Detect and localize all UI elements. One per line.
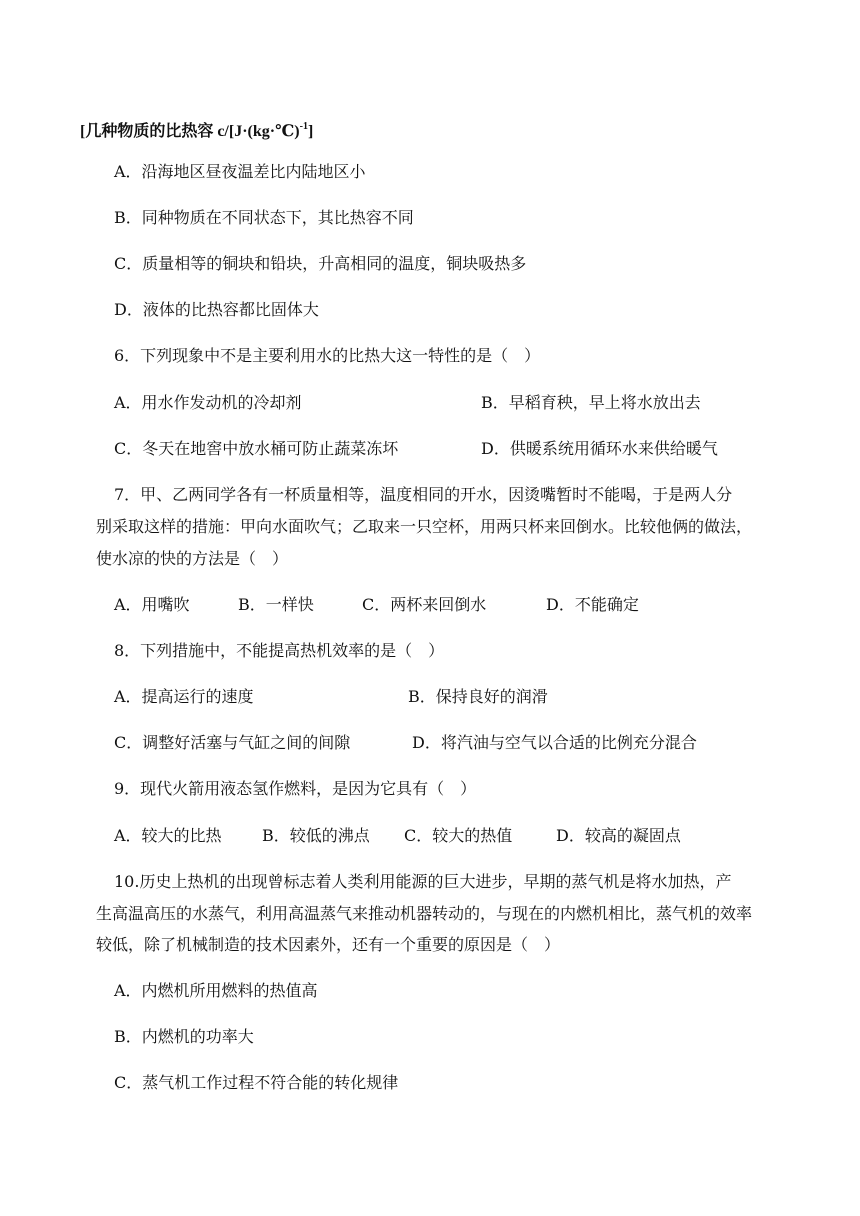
table-caption-close: ] — [307, 123, 314, 140]
q7-option-a: A．用嘴吹 — [114, 595, 190, 614]
q6-option-a: A．用水作发动机的冷却剂 — [114, 393, 302, 412]
q7-option-d: D．不能确定 — [546, 595, 639, 614]
q8-stem: 8．下列措施中，不能提高热机效率的是（ ） — [114, 641, 445, 660]
q8-option-a: A．提高运行的速度 — [114, 687, 254, 706]
q6-stem: 6．下列现象中不是主要利用水的比热大这一特性的是（ ） — [114, 346, 541, 365]
q10-option-a: A．内燃机所用燃料的热值高 — [114, 981, 318, 1000]
q10-stem-line3: 较低，除了机械制造的技术因素外，还有一个重要的原因是（ ） — [96, 935, 561, 954]
q6-option-b: B．早稻育秧，早上将水放出去 — [481, 393, 701, 412]
q7-option-c: C．两杯来回倒水 — [362, 595, 487, 614]
q9-option-d: D．较高的凝固点 — [556, 826, 681, 845]
q7-stem-line2: 别采取这样的措施：甲向水面吹气；乙取来一只空杯，用两只杯来回倒水。比较他俩的做法， — [96, 517, 753, 536]
q8-option-d: D．将汽油与空气以合适的比例充分混合 — [412, 733, 697, 752]
q5-option-c: C．质量相等的铜块和铅块，升高相同的温度，铜块吸热多 — [114, 254, 527, 273]
q9-option-b: B．较低的沸点 — [262, 826, 370, 845]
table-caption-text: [几种物质的比热容 c/[J·(kg·℃) — [80, 123, 300, 140]
q8-option-c: C．调整好活塞与气缸之间的间隙 — [114, 733, 351, 752]
q5-option-d: D．液体的比热容都比固体大 — [114, 300, 319, 319]
q7-stem-line3: 使水凉的快的方法是（ ） — [96, 549, 289, 568]
q10-option-c: C．蒸气机工作过程不符合能的转化规律 — [114, 1073, 399, 1092]
table-caption — [80, 116, 313, 143]
q7-stem-line1: 7．甲、乙两同学各有一杯质量相等，温度相同的开水，因烫嘴暂时不能喝，于是两人分 — [114, 485, 733, 504]
q10-option-b: B．内燃机的功率大 — [114, 1027, 254, 1046]
q5-option-b: B．同种物质在不同状态下，其比热容不同 — [114, 208, 414, 227]
q8-option-b: B．保持良好的润滑 — [408, 687, 548, 706]
table-caption-exponent: -1 — [299, 121, 308, 132]
q6-option-d: D．供暖系统用循环水来供给暖气 — [481, 439, 718, 458]
q7-option-b: B．一样快 — [238, 595, 314, 614]
q9-option-c: C．较大的热值 — [404, 826, 513, 845]
q9-stem: 9．现代火箭用液态氢作燃料，是因为它具有（ ） — [114, 779, 477, 798]
q10-stem-line1: 10.历史上热机的出现曾标志着人类利用能源的巨大进步，早期的蒸气机是将水加热，产 — [114, 872, 732, 891]
q10-stem-line2: 生高温高压的水蒸气，利用高温蒸气来推动机器转动的，与现在的内燃机相比，蒸气机的效率 — [96, 904, 753, 923]
q5-option-a: A．沿海地区昼夜温差比内陆地区小 — [114, 162, 366, 181]
q9-option-a: A．较大的比热 — [114, 826, 222, 845]
q6-option-c: C．冬天在地窖中放水桶可防止蔬菜冻坏 — [114, 439, 399, 458]
